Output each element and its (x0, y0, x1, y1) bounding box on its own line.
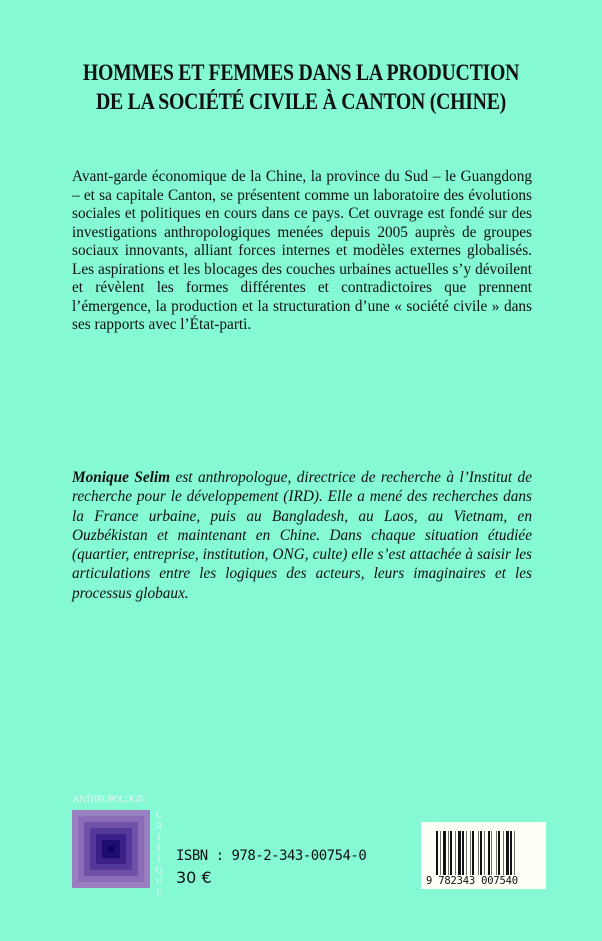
barcode-bar (514, 831, 515, 877)
series-letter: U (155, 876, 163, 886)
author-bio (72, 468, 532, 603)
series-letter: I (157, 832, 161, 842)
barcode-bar (458, 831, 461, 877)
barcode-bars (436, 831, 539, 877)
book-summary: Avant-garde économique de la Chine, la province du Sud – le Guangdong – et sa capitale Canton, se présentent comme un laboratoire des évolutions sociales et politiques en cours dans ce pays. Cet ouvrage est fondé sur des investigations anthropologiques menées depuis 2005 auprès de groupes sociaux innovants, alliant forces internes et modèles externes globalisés. Les aspirations et les blocages des couches urbaines actuelles s’y dévoilent et révèlent les formes différentes et contradictoires que prennent l’émergence, la production et la structuration d’une « société civile » dans ses rapports avec l’État-parti. (72, 168, 532, 333)
barcode-bar (448, 831, 449, 877)
title-line-1: HOMMES ET FEMMES DANS LA PRODUCTION (82, 60, 520, 85)
barcode-bar (488, 831, 490, 877)
series-letter: R (155, 821, 162, 831)
title-line-2: DE LA SOCIÉTÉ CIVILE À CANTON (CHINE) (96, 89, 506, 114)
book-title (0, 58, 602, 116)
barcode-bar (472, 831, 474, 877)
barcode-bar (470, 831, 471, 877)
barcode-bar (484, 831, 485, 877)
series-logo (72, 810, 150, 888)
barcode-bar (491, 831, 492, 877)
barcode-bar (436, 831, 438, 877)
barcode-number: 9 782343 007540 (426, 875, 518, 887)
isbn: ISBN : 978-2-343-00754-0 (176, 848, 367, 864)
barcode-bar (443, 831, 446, 877)
barcode-bar (510, 831, 512, 877)
logo-square (108, 846, 114, 852)
barcode-bar (478, 831, 479, 877)
series-letter: Q (155, 865, 163, 875)
barcode-bar (440, 831, 441, 877)
barcode-bar (506, 831, 509, 877)
series-name: ANTHROPOLOGIE (73, 794, 146, 804)
barcode-bar (503, 831, 504, 877)
barcode (421, 822, 546, 889)
barcode-bar (462, 831, 464, 877)
price: 30 € (176, 868, 212, 887)
barcode-bar (455, 831, 456, 877)
series-letter: I (157, 854, 161, 864)
barcode-bar (498, 831, 500, 877)
series-letter: T (156, 843, 162, 853)
series-letter: E (156, 887, 162, 897)
barcode-bar (450, 831, 452, 877)
series-letter: C (155, 810, 162, 820)
author-name: Monique Selim (72, 469, 171, 486)
series-subtitle (154, 810, 164, 898)
barcode-bar (480, 831, 482, 877)
barcode-bar (466, 831, 467, 877)
barcode-bar (496, 831, 497, 877)
bio-text: est anthropologue, directrice de recherche à l’Institut de recherche pour le développement (IRD). Elle a mené des recherches dans la France urbaine, puis au Bangladesh, au Laos, au Vietnam, en Ouzbékistan et maintenant en Chine. Dans chaque situation étudiée (quartier, entreprise, institution, ONG, culte) elle s’est attachée à saisir les articulations entre les logiques des acteurs, leurs imaginaires et les processus globaux. (72, 469, 532, 602)
